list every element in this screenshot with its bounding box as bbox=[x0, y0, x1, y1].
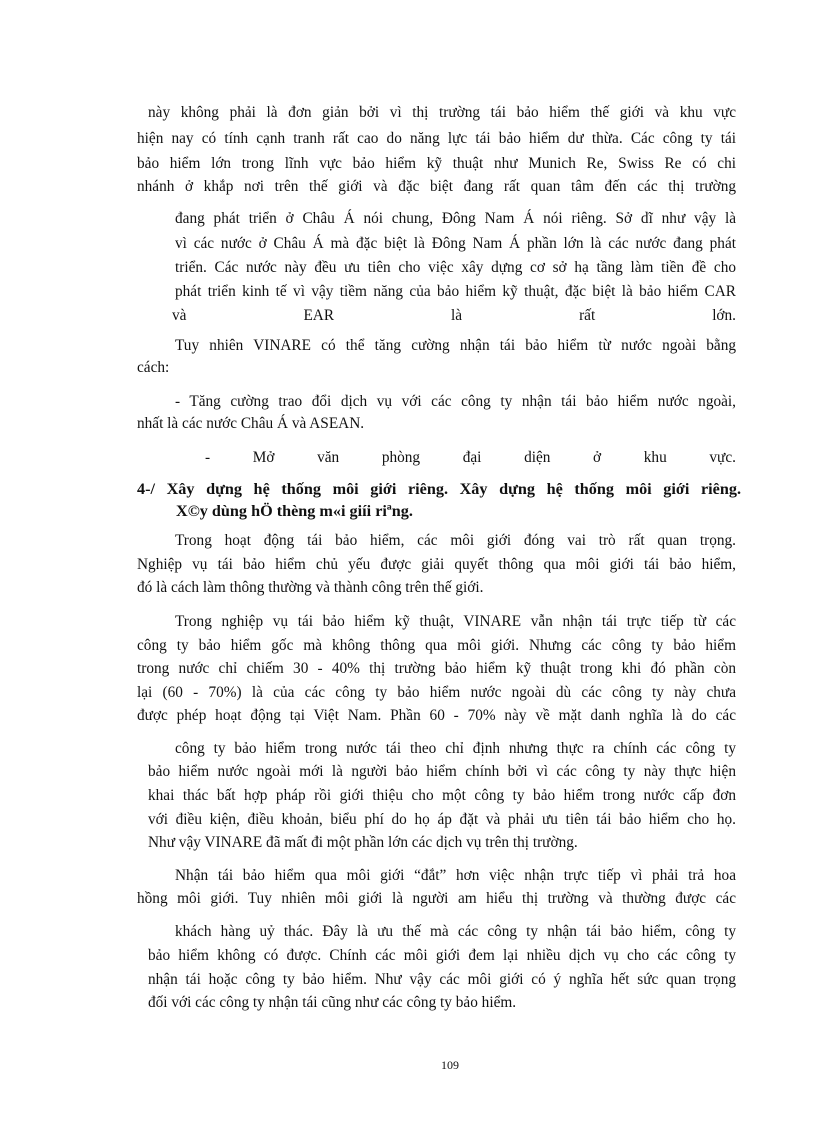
text-line: hồng môi giới. Tuy nhiên môi giới là người am hiểu thị trường và thường được các bbox=[137, 890, 736, 907]
word: diện bbox=[524, 449, 551, 466]
text-line: vì các nước ở Châu Á mà đặc biệt là Đông Nam Á phần lớn là các nước đang phát bbox=[175, 235, 736, 252]
text-line: khai thác bất hợp pháp rồi giới thiệu cho một công ty bảo hiểm trong nước cấp đơn bbox=[148, 787, 736, 804]
text-line: đang phát triển ở Châu Á nói chung, Đông Nam Á nói riêng. Sở dĩ như vậy là bbox=[175, 210, 736, 227]
text-line: khách hàng uỷ thác. Đây là ưu thế mà các công ty nhận tái bảo hiểm, công ty bbox=[175, 923, 736, 940]
page-number: 109 bbox=[441, 1058, 459, 1072]
word: là bbox=[451, 307, 463, 324]
word: văn bbox=[317, 449, 340, 466]
text-line: phát triển kinh tế vì vậy tiềm năng của bảo hiểm kỹ thuật, đặc biệt là bảo hiểm CAR bbox=[175, 283, 736, 300]
text-line: bảo hiểm lớn trong lĩnh vực bảo hiểm kỹ thuật như Munich Re, Swiss Re có chi bbox=[137, 155, 736, 172]
text-line-spread bbox=[172, 306, 736, 326]
text-line: Nhận tái bảo hiểm qua môi giới “đắt” hơn việc nhận trực tiếp vì phải trả hoa bbox=[175, 867, 736, 884]
section-heading-garbled: X©y dùng hÖ thèng m«i giíi riªng. bbox=[176, 502, 413, 520]
text-line: công ty bảo hiểm gốc mà không thông qua môi giới. Nhưng các công ty bảo hiểm bbox=[137, 637, 736, 654]
text-line: Trong hoạt động tái bảo hiểm, các môi giới đóng vai trò rất quan trọng. bbox=[175, 532, 736, 549]
word: phòng bbox=[381, 449, 421, 466]
text-line: nhất là các nước Châu Á và ASEAN. bbox=[137, 415, 365, 432]
text-line: Tuy nhiên VINARE có thể tăng cường nhận tái bảo hiểm từ nước ngoài bằng bbox=[175, 337, 736, 354]
section-heading: 4-/ Xây dựng hệ thống môi giới riêng. Xây dựng hệ thống môi giới riêng. bbox=[137, 480, 741, 498]
text-line: trong nước chỉ chiếm 30 - 40% thị trường bảo hiểm kỹ thuật trong khi đó phần còn bbox=[137, 660, 736, 677]
word: - bbox=[205, 449, 211, 466]
word: khu bbox=[643, 449, 667, 466]
text-line: nhánh ở khắp nơi trên thế giới và đặc biệt đang rất quan tâm đến các thị trường bbox=[137, 178, 736, 195]
word: rất bbox=[579, 307, 596, 324]
word: vực. bbox=[709, 449, 736, 466]
text-line: lại (60 - 70%) là của các công ty bảo hiểm nước ngoài dù các công ty này chưa bbox=[137, 684, 736, 701]
text-line: này không phải là đơn giản bởi vì thị trường tái bảo hiểm thế giới và khu vực bbox=[148, 104, 736, 121]
text-line: nhận tái hoặc công ty bảo hiểm. Như vậy các môi giới có ý nghĩa hết sức quan trọng bbox=[148, 971, 736, 988]
text-line: triển. Các nước này đều ưu tiên cho việc xây dựng cơ sở hạ tầng làm tiền đề cho bbox=[175, 259, 736, 276]
text-line: bảo hiểm không có được. Chính các môi giới đem lại nhiều dịch vụ cho các công ty bbox=[148, 947, 736, 964]
text-line-spread bbox=[205, 448, 736, 468]
text-line: với điều kiện, điều khoản, biểu phí do họ áp đặt và phải ưu tiên tái bảo hiểm cho họ. bbox=[148, 811, 736, 828]
text-line: đối với các công ty nhận tái cũng như các công ty bảo hiểm. bbox=[148, 994, 517, 1011]
text-line: Nghiệp vụ tái bảo hiểm chủ yếu được giải quyết thông qua môi giới tái bảo hiểm, bbox=[137, 556, 736, 573]
word: ở bbox=[593, 449, 602, 466]
text-line: hiện nay có tính cạnh tranh rất cao do năng lực tái bảo hiểm dư thừa. Các công ty tái bbox=[137, 130, 736, 147]
word: EAR bbox=[303, 307, 335, 324]
text-line: bảo hiểm nước ngoài mới là người bảo hiểm chính bởi vì các công ty này thực hiện bbox=[148, 763, 736, 780]
text-line: được phép hoạt động tại Việt Nam. Phần 60 - 70% này về mặt danh nghĩa là do các bbox=[137, 707, 736, 724]
word: Mở bbox=[252, 449, 275, 466]
text-line: công ty bảo hiểm trong nước tái theo chỉ định nhưng thực ra chính các công ty bbox=[175, 740, 736, 757]
word: đại bbox=[462, 449, 482, 466]
text-line: đó là cách làm thông thường và thành công trên thế giới. bbox=[137, 579, 484, 596]
text-line: Trong nghiệp vụ tái bảo hiểm kỹ thuật, VINARE vẫn nhận tái trực tiếp từ các bbox=[175, 613, 736, 630]
word: lớn. bbox=[712, 307, 736, 324]
word: và bbox=[172, 307, 187, 324]
text-line: Như vậy VINARE đã mất đi một phần lớn các dịch vụ trên thị trường. bbox=[148, 834, 578, 851]
text-line: - Tăng cường trao đổi dịch vụ với các công ty nhận tái bảo hiểm nước ngoài, bbox=[175, 393, 736, 410]
text-line: cách: bbox=[137, 359, 170, 376]
